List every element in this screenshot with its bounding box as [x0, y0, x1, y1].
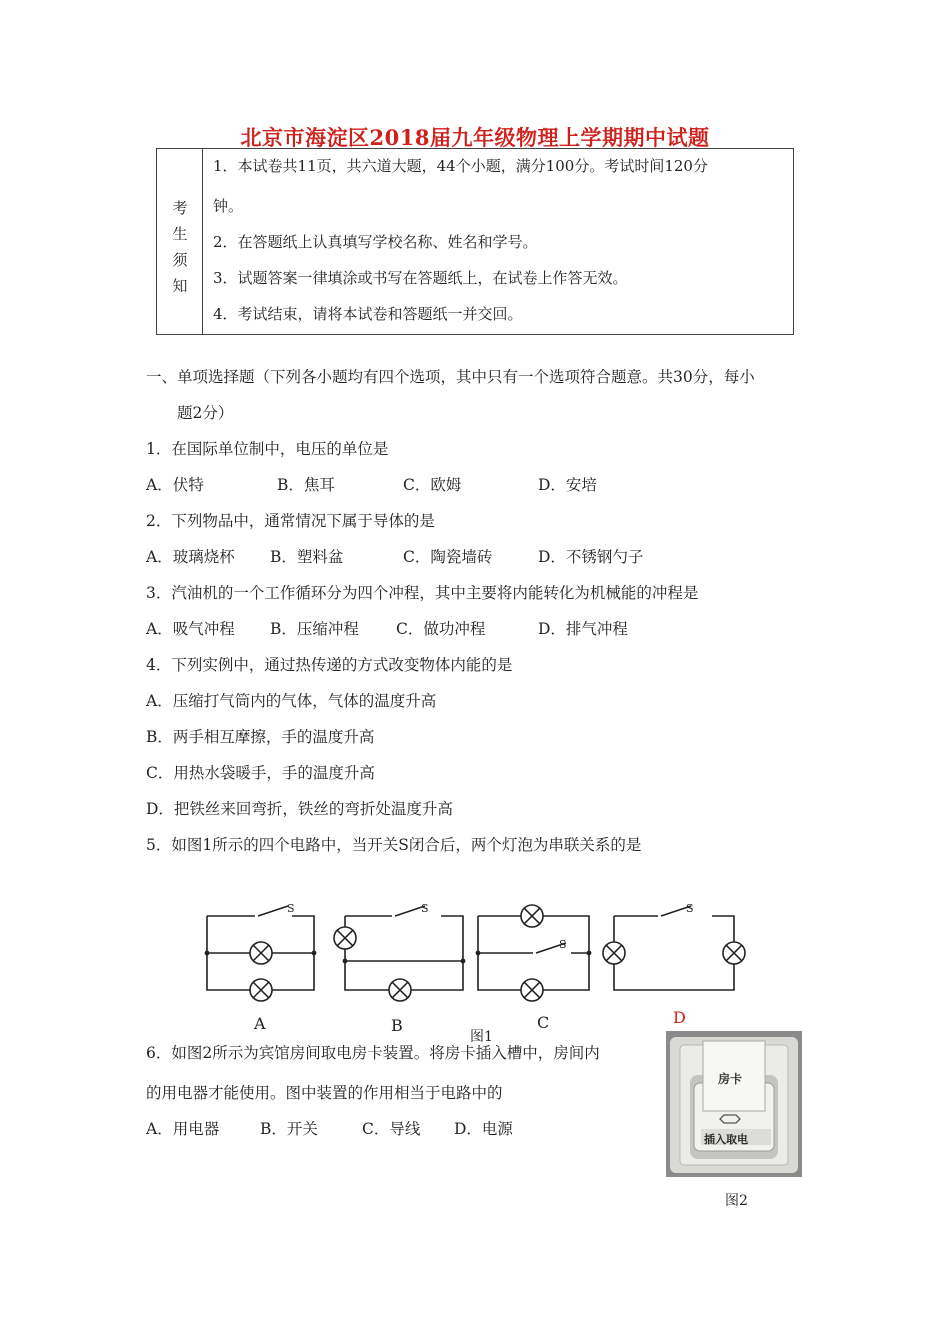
option: C．用热水袋暖手，手的温度升高 — [146, 764, 375, 782]
question-stem: 1．在国际单位制中，电压的单位是 — [146, 440, 389, 458]
section-heading: 一、单项选择题（下列各小题均有四个选项，其中只有一个选项符合题意。共30分，每小 — [146, 368, 755, 386]
option: B．压缩冲程 — [270, 620, 359, 638]
room-card-photo — [666, 1031, 802, 1177]
option: A．压缩打气筒内的气体，气体的温度升高 — [146, 692, 437, 710]
notice-item: 3．试题答案一律填涂或书写在答题纸上，在试卷上作答无效。 — [213, 269, 628, 287]
option: D．不锈钢勺子 — [538, 548, 644, 566]
option: B．开关 — [260, 1120, 318, 1138]
switch-label: S — [287, 902, 295, 915]
switch-label: S — [559, 938, 567, 951]
option: C．做功冲程 — [396, 620, 486, 638]
notice-box — [156, 148, 794, 335]
option: D．排气冲程 — [538, 620, 628, 638]
option: B．塑料盆 — [270, 548, 344, 566]
circuit-label-d: D — [673, 1008, 686, 1027]
option: A．用电器 — [146, 1120, 220, 1138]
option: C．欧姆 — [403, 476, 462, 494]
option: A．吸气冲程 — [146, 620, 235, 638]
circuit-label-a: A — [254, 1014, 266, 1033]
option: C．导线 — [362, 1120, 421, 1138]
question-stem: 6．如图2所示为宾馆房间取电房卡装置。将房卡插入槽中，房间内 — [146, 1044, 600, 1062]
figure-1-caption: 图1 — [470, 1029, 493, 1045]
notice-item: 2．在答题纸上认真填写学校名称、姓名和学号。 — [213, 233, 538, 251]
notice-item: 钟。 — [213, 197, 244, 215]
option: B．两手相互摩擦，手的温度升高 — [146, 728, 375, 746]
option: A．玻璃烧杯 — [146, 548, 235, 566]
question-stem: 4．下列实例中，通过热传递的方式改变物体内能的是 — [146, 656, 513, 674]
notice-side-char: 须 — [172, 251, 188, 269]
question-stem: 3．汽油机的一个工作循环分为四个冲程，其中主要将内能转化为机械能的冲程是 — [146, 584, 699, 602]
figure-2-caption: 图2 — [725, 1193, 748, 1209]
option: D．把铁丝来回弯折，铁丝的弯折处温度升高 — [146, 800, 453, 818]
switch-label: S — [421, 902, 429, 915]
slot-label: 插入取电 — [704, 1133, 748, 1146]
notice-side-label — [157, 149, 203, 334]
question-stem: 5．如图1所示的四个电路中，当开关S闭合后，两个灯泡为串联关系的是 — [146, 836, 642, 854]
notice-item: 1．本试卷共11页，共六道大题，44个小题，满分100分。考试时间120分 — [213, 157, 708, 175]
circuit-label-b: B — [391, 1016, 403, 1035]
option: D．安培 — [538, 476, 597, 494]
notice-side-char: 生 — [172, 225, 188, 243]
option: C．陶瓷墙砖 — [403, 548, 493, 566]
question-stem: 2．下列物品中，通常情况下属于导体的是 — [146, 512, 435, 530]
option: B．焦耳 — [277, 476, 335, 494]
notice-item: 4．考试结束，请将本试卷和答题纸一并交回。 — [213, 305, 523, 323]
question-stem: 的用电器才能使用。图中装置的作用相当于电路中的 — [146, 1084, 503, 1102]
page-title: 北京市海淀区2018届九年级物理上学期期中试题 — [240, 125, 710, 150]
circuit-label-c: C — [537, 1013, 550, 1032]
card-label: 房卡 — [718, 1072, 743, 1086]
switch-label: S — [686, 902, 694, 915]
section-heading: 题2分） — [177, 404, 234, 422]
room-card-photo-graphic — [666, 1031, 802, 1177]
option: D．电源 — [454, 1120, 513, 1138]
notice-side-char: 考 — [172, 199, 188, 217]
option: A．伏特 — [146, 476, 204, 494]
notice-side-char: 知 — [172, 277, 188, 295]
